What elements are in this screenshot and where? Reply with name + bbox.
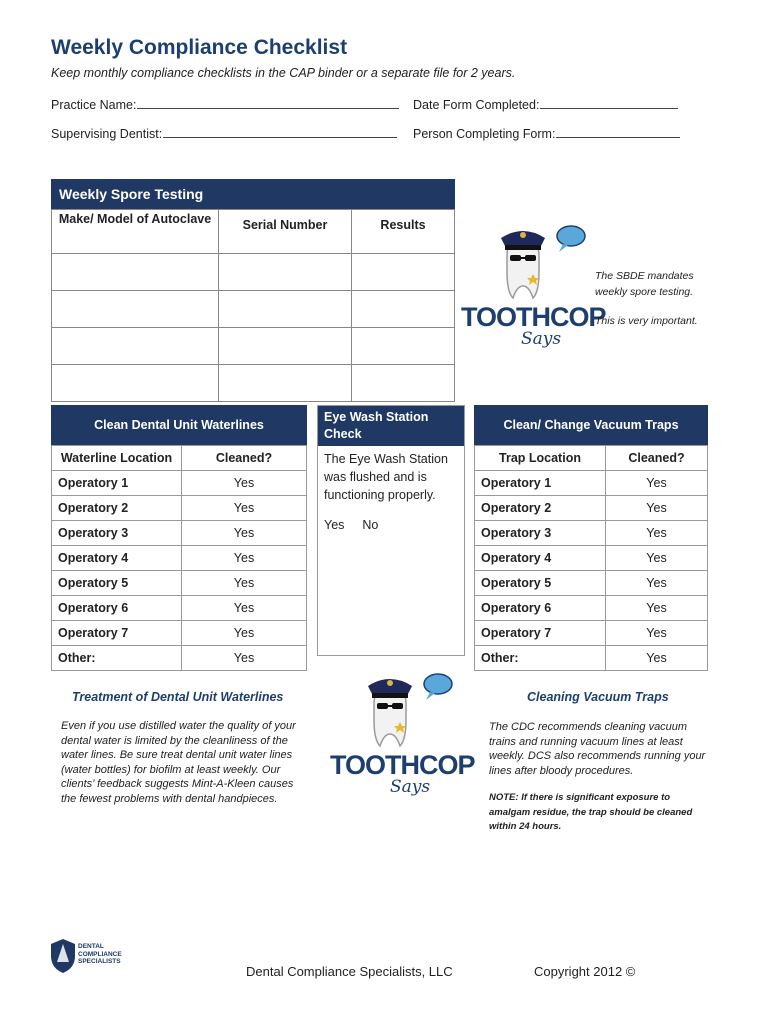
cleaning-heading: Cleaning Vacuum Traps xyxy=(527,690,669,704)
row-cleaned-value[interactable]: Yes xyxy=(606,521,708,546)
footer-copyright: Copyright 2012 © xyxy=(534,964,636,979)
row-cleaned-value[interactable]: Yes xyxy=(606,471,708,496)
row-cleaned-value[interactable]: Yes xyxy=(182,571,307,596)
table-row xyxy=(52,621,307,646)
table-row xyxy=(52,571,307,596)
row-cleaned-value[interactable]: Yes xyxy=(182,471,307,496)
page-title: Weekly Compliance Checklist xyxy=(51,36,348,59)
row-location: Operatory 1 xyxy=(475,471,606,496)
row-location: Operatory 6 xyxy=(52,596,182,621)
vacuum-col-location: Trap Location xyxy=(475,446,606,471)
vacuum-traps-section xyxy=(474,405,708,671)
row-location: Operatory 1 xyxy=(52,471,182,496)
logo-line: COMPLIANCE xyxy=(78,950,122,958)
row-location: Operatory 3 xyxy=(52,521,182,546)
row-cleaned-value[interactable]: Yes xyxy=(182,596,307,621)
table-row xyxy=(475,471,708,496)
row-cleaned-value[interactable]: Yes xyxy=(182,546,307,571)
footer-company: Dental Compliance Specialists, LLC xyxy=(246,964,453,979)
table-row xyxy=(52,546,307,571)
row-cleaned-value[interactable]: Yes xyxy=(606,621,708,646)
row-location: Operatory 4 xyxy=(52,546,182,571)
treatment-body: Even if you use distilled water the quality of your dental water is limited by the cleanliness of the water lines. Be sure treat dental unit water lines (water bottles) for biofilm at least weekly. Our clients’ feedback suggests Mint-A-Kleen causes the fewest problems with dental handpieces. xyxy=(61,720,296,805)
row-cleaned-value[interactable]: Yes xyxy=(182,496,307,521)
brand-says: Says xyxy=(390,777,431,797)
brand-cop: COP xyxy=(419,750,475,780)
mascot-line: The SBDE mandates xyxy=(595,270,694,282)
row-location: Operatory 7 xyxy=(52,621,182,646)
logo-line: SPECIALISTS xyxy=(78,958,121,965)
row-location: Operatory 6 xyxy=(475,596,606,621)
table-row xyxy=(475,496,708,521)
eye-wash-no-option[interactable]: No xyxy=(362,518,379,532)
row-location: Operatory 2 xyxy=(475,496,606,521)
table-row xyxy=(52,471,307,496)
eye-wash-section xyxy=(317,405,465,656)
table-row xyxy=(475,571,708,596)
spore-col-results: Results xyxy=(352,210,455,254)
vacuum-traps-table xyxy=(474,445,708,671)
spore-col-serial: Serial Number xyxy=(219,210,352,254)
spore-cell[interactable] xyxy=(219,254,352,291)
row-location: Other: xyxy=(52,646,182,671)
brand-tooth: TOOTH xyxy=(330,750,419,780)
table-row xyxy=(52,646,307,671)
eye-wash-yes-option[interactable]: Yes xyxy=(324,518,345,532)
row-cleaned-value[interactable]: Yes xyxy=(606,646,708,671)
row-location: Operatory 3 xyxy=(475,521,606,546)
spore-testing-table xyxy=(51,209,455,402)
supervising-dentist-label: Supervising Dentist: xyxy=(51,127,163,141)
spore-cell[interactable] xyxy=(352,365,455,402)
spore-cell[interactable] xyxy=(352,254,455,291)
row-location: Operatory 7 xyxy=(475,621,606,646)
spore-cell[interactable] xyxy=(219,365,352,402)
row-location: Operatory 5 xyxy=(52,571,182,596)
spore-cell[interactable] xyxy=(52,328,219,365)
tooth-cop-logo xyxy=(330,750,475,812)
date-completed-field[interactable] xyxy=(413,96,678,112)
row-location: Operatory 4 xyxy=(475,546,606,571)
row-cleaned-value[interactable]: Yes xyxy=(182,521,307,546)
row-location: Operatory 2 xyxy=(52,496,182,521)
spore-cell[interactable] xyxy=(52,291,219,328)
tooth-cop-logo xyxy=(461,302,606,364)
date-completed-line[interactable] xyxy=(540,96,678,109)
practice-name-line[interactable] xyxy=(137,96,399,109)
practice-name-field[interactable] xyxy=(51,96,399,112)
spore-cell[interactable] xyxy=(52,365,219,402)
tooth-cop-icon xyxy=(493,222,588,302)
table-row xyxy=(475,621,708,646)
shield-icon xyxy=(50,938,76,974)
table-row xyxy=(52,596,307,621)
vacuum-col-cleaned: Cleaned? xyxy=(606,446,708,471)
table-row xyxy=(475,596,708,621)
tooth-cop-mascot-image xyxy=(360,670,455,750)
table-row xyxy=(475,546,708,571)
row-cleaned-value[interactable]: Yes xyxy=(606,546,708,571)
row-location: Operatory 5 xyxy=(475,571,606,596)
brand-tooth: TOOTH xyxy=(461,302,550,332)
person-completing-field[interactable] xyxy=(413,125,680,141)
mascot-message xyxy=(595,268,698,329)
mascot-line: This is very important. xyxy=(595,315,698,327)
spore-col-make: Make/ Model of Autoclave xyxy=(52,210,219,254)
cleaning-note: NOTE: If there is significant exposure to amalgam residue, the trap should be cleaned within 24 hours. xyxy=(489,792,693,832)
spore-cell[interactable] xyxy=(219,328,352,365)
table-row xyxy=(475,646,708,671)
dcs-logo xyxy=(50,938,140,976)
tooth-cop-icon xyxy=(360,670,455,750)
waterlines-section xyxy=(51,405,307,671)
waterlines-col-location: Waterline Location xyxy=(52,446,182,471)
row-cleaned-value[interactable]: Yes xyxy=(606,571,708,596)
row-cleaned-value[interactable]: Yes xyxy=(182,646,307,671)
eye-wash-statement: The Eye Wash Station was flushed and is functioning properly. xyxy=(324,452,448,502)
brand-cop: COP xyxy=(550,302,606,332)
eye-wash-heading xyxy=(318,406,464,446)
row-cleaned-value[interactable]: Yes xyxy=(606,496,708,521)
row-cleaned-value[interactable]: Yes xyxy=(606,596,708,621)
eye-wash-heading-line: Eye Wash Station xyxy=(324,410,429,424)
logo-line: DENTAL xyxy=(78,943,104,950)
tooth-cop-mascot-image xyxy=(493,222,588,302)
person-completing-label: Person Completing Form: xyxy=(413,127,556,141)
supervising-dentist-line[interactable] xyxy=(163,125,397,138)
waterlines-col-cleaned: Cleaned? xyxy=(182,446,307,471)
practice-name-label: Practice Name: xyxy=(51,98,137,112)
table-row xyxy=(52,496,307,521)
table-row xyxy=(52,521,307,546)
table-row xyxy=(475,521,708,546)
brand-says: Says xyxy=(521,329,562,349)
eye-wash-heading-line: Check xyxy=(324,427,362,441)
person-completing-line[interactable] xyxy=(556,125,680,138)
treatment-heading: Treatment of Dental Unit Waterlines xyxy=(72,690,284,704)
mascot-line: weekly spore testing. xyxy=(595,286,694,298)
vacuum-traps-heading: Clean/ Change Vacuum Traps xyxy=(474,405,708,445)
date-completed-label: Date Form Completed: xyxy=(413,98,540,112)
spore-cell[interactable] xyxy=(52,254,219,291)
spore-testing-heading: Weekly Spore Testing xyxy=(51,179,455,209)
waterlines-heading: Clean Dental Unit Waterlines xyxy=(51,405,307,445)
waterlines-table xyxy=(51,445,307,671)
row-cleaned-value[interactable]: Yes xyxy=(182,621,307,646)
spore-testing-section xyxy=(51,179,455,402)
row-location: Other: xyxy=(475,646,606,671)
spore-cell[interactable] xyxy=(352,328,455,365)
spore-cell[interactable] xyxy=(219,291,352,328)
spore-cell[interactable] xyxy=(352,291,455,328)
cleaning-body: The CDC recommends cleaning vacuum trains and running vacuum lines at least weekly. DCS also recommends running your lines after bloody procedures. xyxy=(489,721,706,777)
page-subtitle: Keep monthly compliance checklists in the CAP binder or a separate file for 2 years. xyxy=(51,66,516,80)
supervising-dentist-field[interactable] xyxy=(51,125,397,141)
eye-wash-options xyxy=(318,508,464,542)
